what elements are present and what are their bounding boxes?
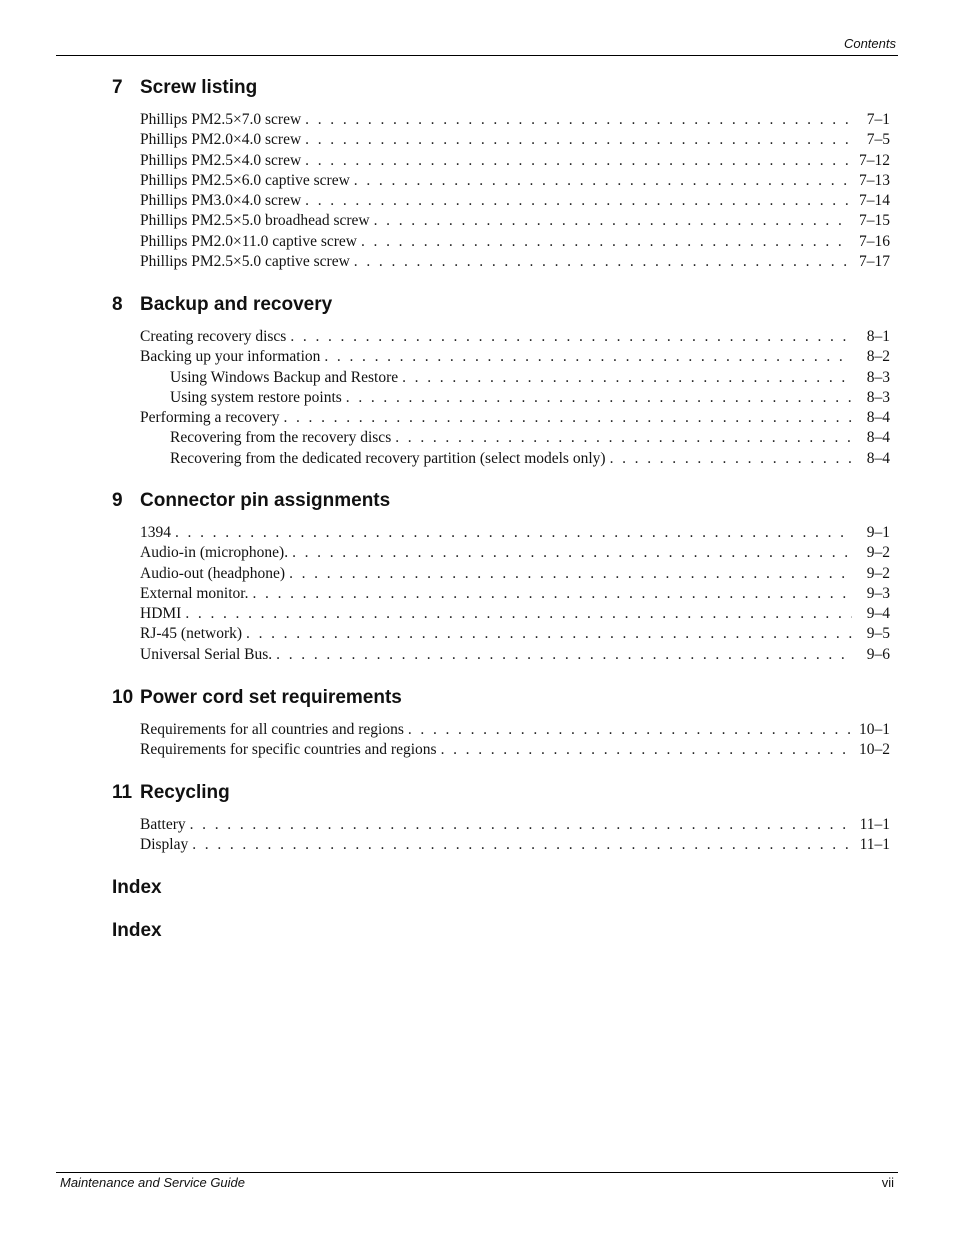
toc-entry-label: Using Windows Backup and Restore (170, 368, 399, 386)
chapter-heading[interactable] (112, 489, 890, 519)
chapter-heading[interactable] (112, 781, 890, 811)
toc-entry-label: Audio-out (headphone) (140, 564, 286, 582)
running-title: Contents (843, 36, 896, 51)
dot-leader (354, 171, 851, 191)
toc-entry[interactable] (140, 624, 890, 644)
toc-entry[interactable] (140, 564, 890, 584)
toc-entry[interactable] (140, 347, 890, 367)
page-footer (56, 1172, 898, 1197)
dot-leader (395, 428, 852, 448)
toc-entry-label: Phillips PM2.5×7.0 screw (140, 111, 302, 128)
toc-entry-page: 9–4 (866, 605, 890, 623)
toc-entry-label: 1394 (140, 524, 171, 541)
chapter-heading[interactable] (112, 876, 890, 906)
dot-leader (324, 347, 852, 367)
dot-leader (190, 815, 852, 835)
toc-entry[interactable] (140, 151, 890, 171)
toc-entry-label: Creating recovery discs (140, 328, 287, 345)
toc-entry-page: 11–1 (859, 836, 890, 854)
chapter-heading[interactable] (112, 293, 890, 323)
toc-entry-page: 9–3 (866, 584, 890, 602)
toc-entry-label: HDMI (140, 605, 182, 623)
toc-entry-page: 7–17 (859, 253, 890, 271)
toc-entry-label: Using system restore points (170, 388, 342, 406)
toc-chapter-10 (112, 686, 890, 761)
toc-entry-label: Phillips PM2.5×6.0 captive screw (140, 171, 350, 189)
toc-entry-page: 9–1 (866, 524, 890, 541)
toc-index-heading (112, 919, 890, 949)
chapter-number: 8 (112, 294, 123, 315)
toc-entry[interactable] (140, 543, 890, 563)
toc-entry-page: 7–13 (859, 171, 890, 189)
dot-leader (402, 368, 852, 388)
dot-leader (610, 449, 852, 469)
toc-entry-label: Audio-in (microphone). (140, 544, 289, 562)
toc-entry-label: Recovering from the recovery discs (170, 429, 392, 447)
toc-chapter-9 (112, 489, 890, 665)
chapter-heading[interactable] (112, 919, 890, 949)
toc-entry-page: 9–5 (866, 625, 890, 643)
toc-entry-label: Universal Serial Bus. (140, 645, 273, 663)
toc-subentry[interactable] (170, 449, 890, 469)
toc-entry-page: 8–1 (866, 328, 890, 345)
page-number: vii (881, 1175, 894, 1190)
chapter-number: 10 (112, 687, 134, 708)
toc-entry-page: 8–3 (866, 388, 890, 406)
toc-entry[interactable] (140, 584, 890, 604)
toc-entry-label: Requirements for specific countries and regions (140, 741, 437, 759)
toc-entry-label: Phillips PM2.0×11.0 captive screw (140, 232, 357, 250)
chapter-title: Power cord set requirements (140, 687, 402, 708)
toc-entry[interactable] (140, 720, 890, 740)
toc-entry-label: Recovering from the dedicated recovery partition (select models only) (170, 449, 606, 467)
dot-leader (361, 232, 851, 252)
chapter-heading[interactable] (112, 686, 890, 716)
toc-entry-page: 8–4 (866, 409, 890, 427)
toc-entry-page: 7–1 (866, 111, 890, 128)
toc-entry-label: Display (140, 836, 189, 854)
toc-entry-label: RJ-45 (network) (140, 625, 243, 643)
page-header (56, 34, 898, 56)
toc-entry-page: 8–2 (866, 348, 890, 366)
toc-subentry[interactable] (170, 368, 890, 388)
dot-leader (305, 110, 852, 130)
toc-entry-page: 7–14 (859, 192, 890, 210)
toc-entry[interactable] (140, 191, 890, 211)
toc-entry-page: 7–12 (859, 151, 890, 169)
guide-title: Maintenance and Service Guide (60, 1175, 246, 1190)
toc-entry-label: Performing a recovery (140, 409, 280, 427)
toc-entry[interactable] (140, 171, 890, 191)
dot-leader (305, 191, 851, 211)
dot-leader (276, 645, 852, 665)
toc-entry-page: 10–2 (859, 741, 890, 759)
dot-leader (289, 564, 852, 584)
toc-subentry[interactable] (170, 428, 890, 448)
toc-entry-page: 9–2 (866, 564, 890, 582)
toc-entry[interactable] (140, 211, 890, 231)
chapter-title: Screw listing (140, 77, 258, 98)
dot-leader (441, 740, 851, 760)
toc-entry[interactable] (140, 408, 890, 428)
toc-entry-label: Phillips PM2.5×5.0 captive screw (140, 253, 350, 271)
toc-entry[interactable] (140, 815, 890, 835)
toc-entry-label: External monitor. (140, 584, 249, 602)
chapter-title: Index (112, 877, 162, 898)
dot-leader (252, 584, 852, 604)
chapter-title: Index (112, 920, 162, 941)
toc-entry-label: Battery (140, 816, 186, 833)
toc-entry-page: 10–1 (859, 721, 890, 738)
chapter-title: Recycling (140, 782, 230, 803)
chapter-number: 7 (112, 77, 123, 98)
dot-leader (246, 624, 852, 644)
chapter-title: Backup and recovery (140, 294, 333, 315)
toc-entry-page: 11–1 (859, 816, 890, 833)
toc-entry[interactable] (140, 740, 890, 760)
toc-entry[interactable] (140, 835, 890, 855)
dot-leader (292, 543, 852, 563)
toc-entry-page: 8–4 (866, 449, 890, 467)
toc-entry[interactable] (140, 523, 890, 543)
chapter-number: 9 (112, 490, 123, 511)
toc-entry-page: 7–15 (859, 212, 890, 230)
toc-entry-label: Requirements for all countries and regions (140, 721, 404, 738)
toc-entry[interactable] (140, 110, 890, 130)
dot-leader (374, 211, 851, 231)
toc-entry-label: Phillips PM2.5×5.0 broadhead screw (140, 212, 370, 230)
toc-entry-page: 7–5 (866, 131, 890, 149)
toc-entry-page: 8–4 (866, 429, 890, 447)
toc-entry-label: Phillips PM2.0×4.0 screw (140, 131, 302, 149)
toc-entry[interactable] (140, 604, 890, 624)
toc-entry-label: Phillips PM3.0×4.0 screw (140, 192, 302, 210)
dot-leader (290, 327, 852, 347)
toc-entry[interactable] (140, 327, 890, 347)
toc-chapter-7 (112, 76, 890, 272)
chapter-title: Connector pin assignments (140, 490, 391, 511)
toc-entry[interactable] (140, 232, 890, 252)
toc-chapter-8 (112, 293, 890, 469)
chapter-number: 11 (112, 782, 133, 803)
dot-leader (185, 604, 852, 624)
dot-leader (175, 523, 852, 543)
chapter-heading[interactable] (112, 76, 890, 106)
dot-leader (283, 408, 852, 428)
dot-leader (305, 130, 852, 150)
toc-entry[interactable] (140, 130, 890, 150)
toc-entry[interactable] (140, 645, 890, 665)
dot-leader (408, 720, 851, 740)
toc-entry-label: Phillips PM2.5×4.0 screw (140, 151, 302, 169)
dot-leader (354, 252, 851, 272)
toc-entry[interactable] (140, 252, 890, 272)
toc-index-heading (112, 876, 890, 906)
toc-subentry[interactable] (170, 388, 890, 408)
toc-chapter-11 (112, 781, 890, 856)
dot-leader (305, 151, 851, 171)
dot-leader (192, 835, 851, 855)
toc-entry-page: 9–6 (866, 645, 890, 663)
toc-entry-label: Backing up your information (140, 348, 321, 366)
toc-entry-page: 9–2 (866, 544, 890, 562)
toc-entry-page: 8–3 (866, 368, 890, 386)
toc-entry-page: 7–16 (859, 232, 890, 250)
dot-leader (346, 388, 852, 408)
